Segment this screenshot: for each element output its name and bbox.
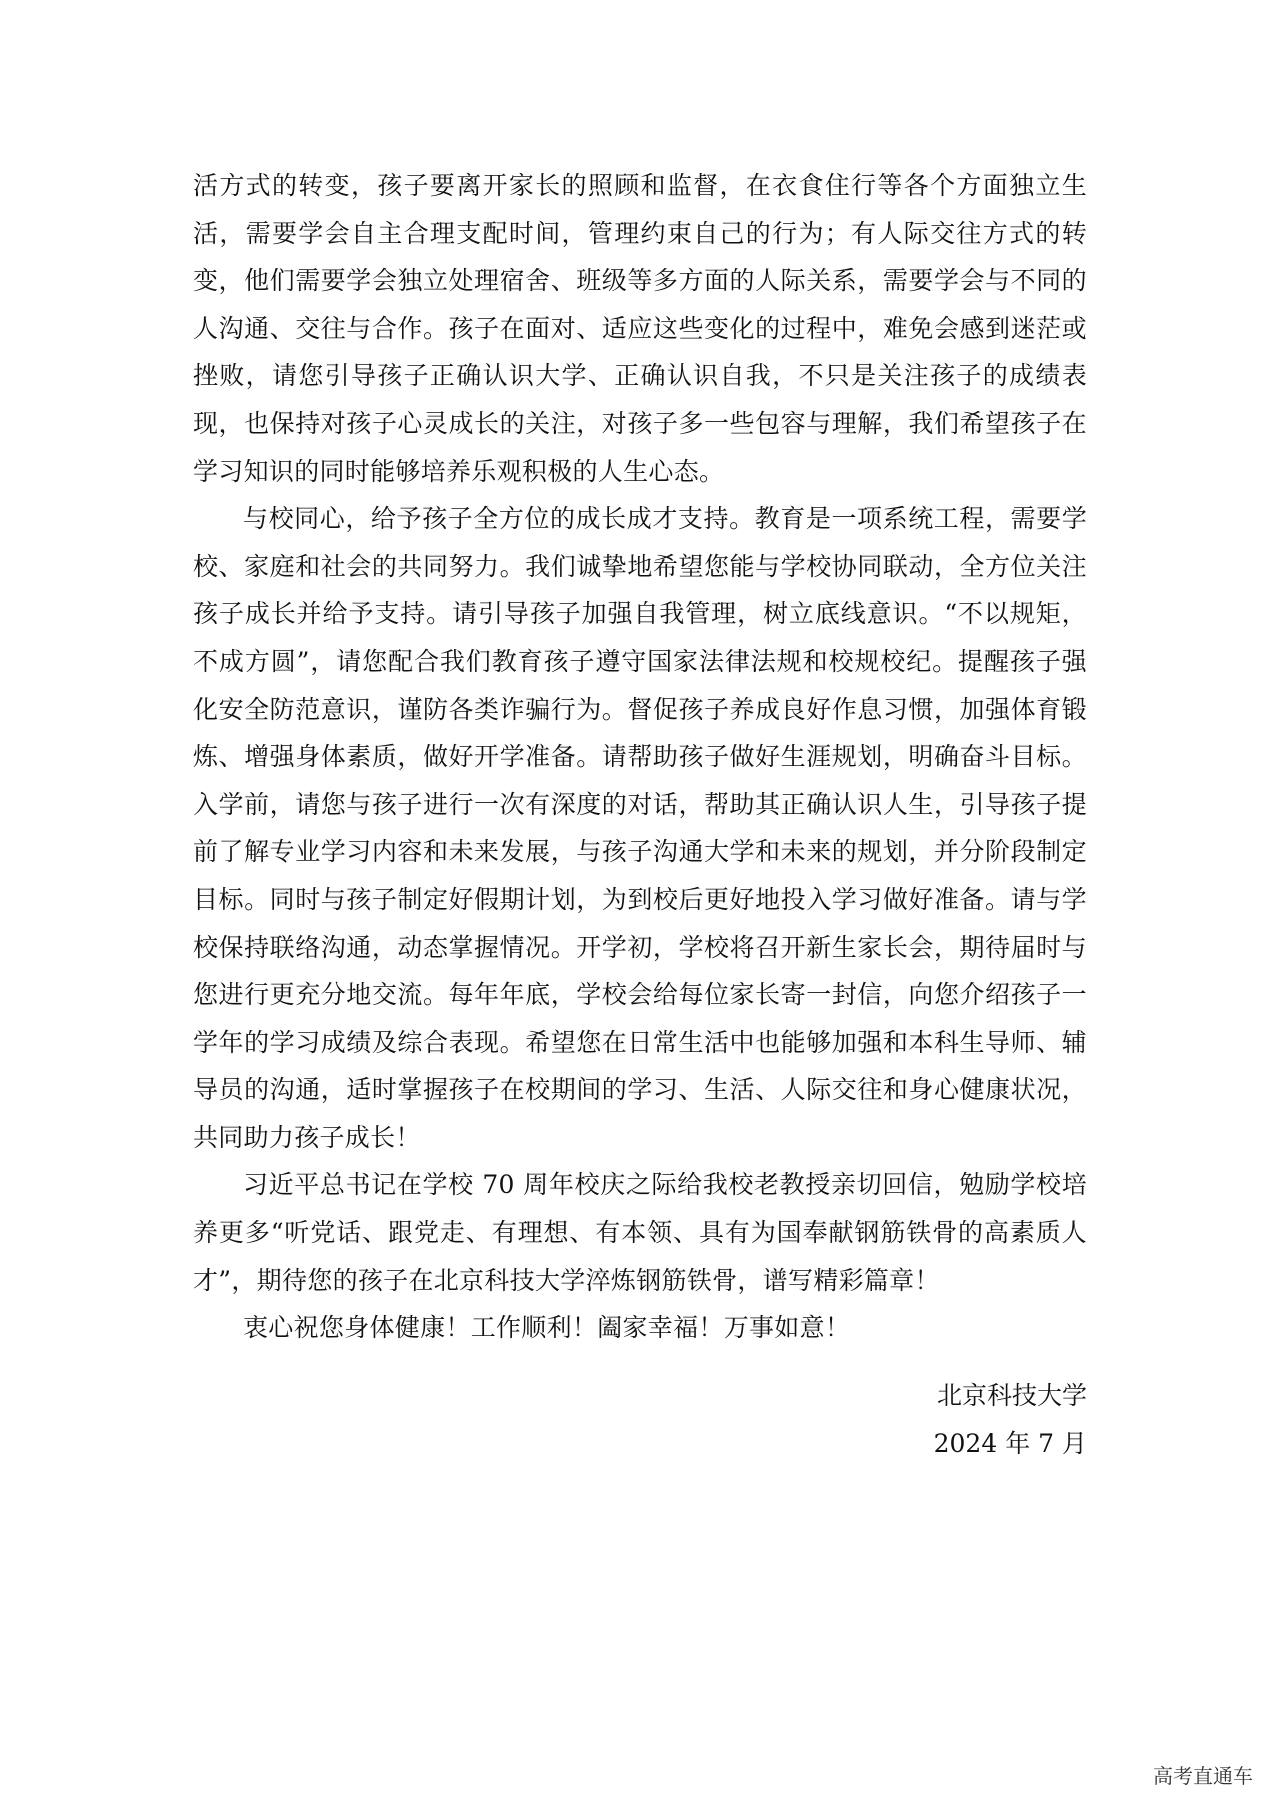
paragraph-1: 活方式的转变，孩子要离开家长的照顾和监督，在衣食住行等各个方面独立生活，需要学会自主合理支配时间，管理约束自己的行为；有人际交往方式的转变，他们需要学会独立处理宿舍、班级等多方面的人际关系，需要学会与不同的人沟通、交往与合作。孩子在面对、适应这些变化的过程中，难免会感到迷茫或挫败，请您引导孩子正确认识大学、正确认识自我，不只是关注孩子的成绩表现，也保持对孩子心灵成长的关注，对孩子多一些包容与理解，我们希望孩子在学习知识的同时能够培养乐观积极的人生心态。 xyxy=(193,171,1087,486)
signature-block xyxy=(934,1372,1087,1467)
paragraph-2: 与校同心，给予孩子全方位的成长成才支持。教育是一项系统工程，需要学校、家庭和社会的共同努力。我们诚挚地希望您能与学校协同联动，全方位关注孩子成长并给予支持。请引导孩子加强自我管理，树立底线意识。“不以规矩，不成方圆”，请您配合我们教育孩子遵守国家法律法规和校规校纪。提醒孩子强化安全防范意识，谨防各类诈骗行为。督促孩子养成良好作息习惯，加强体育锻炼、增强身体素质，做好开学准备。请帮助孩子做好生涯规划，明确奋斗目标。入学前，请您与孩子进行一次有深度的对话，帮助其正确认识人生，引导孩子提前了解专业学习内容和未来发展，与孩子沟通大学和未来的规划，并分阶段制定目标。同时与孩子制定好假期计划，为到校后更好地投入学习做好准备。请与学校保持联络沟通，动态掌握情况。开学初，学校将召开新生家长会，期待届时与您进行更充分地交流。每年年底，学校会给每位家长寄一封信，向您介绍孩子一学年的学习成绩及综合表现。希望您在日常生活中也能够加强和本科生导师、辅导员的沟通，适时掌握孩子在校期间的学习、生活、人际交往和身心健康状况，共同助力孩子成长！ xyxy=(193,504,1087,1152)
letter-body xyxy=(193,162,1087,1352)
signature-date: 2024 年 7 月 xyxy=(933,1428,1087,1458)
watermark-text: 高考直通车 xyxy=(1153,1764,1253,1788)
paragraph-3: 习近平总书记在学校 70 周年校庆之际给我校老教授亲切回信，勉励学校培养更多“听党话、跟党走、有理想、有本领、具有为国奉献钢筋铁骨的高素质人才”，期待您的孩子在北京科技大学淬炼钢筋铁骨，谱写精彩篇章！ xyxy=(193,1170,1087,1295)
signature-organization: 北京科技大学 xyxy=(936,1381,1087,1410)
paragraph-4: 衷心祝您身体健康！工作顺利！阖家幸福！万事如意！ xyxy=(243,1313,851,1343)
